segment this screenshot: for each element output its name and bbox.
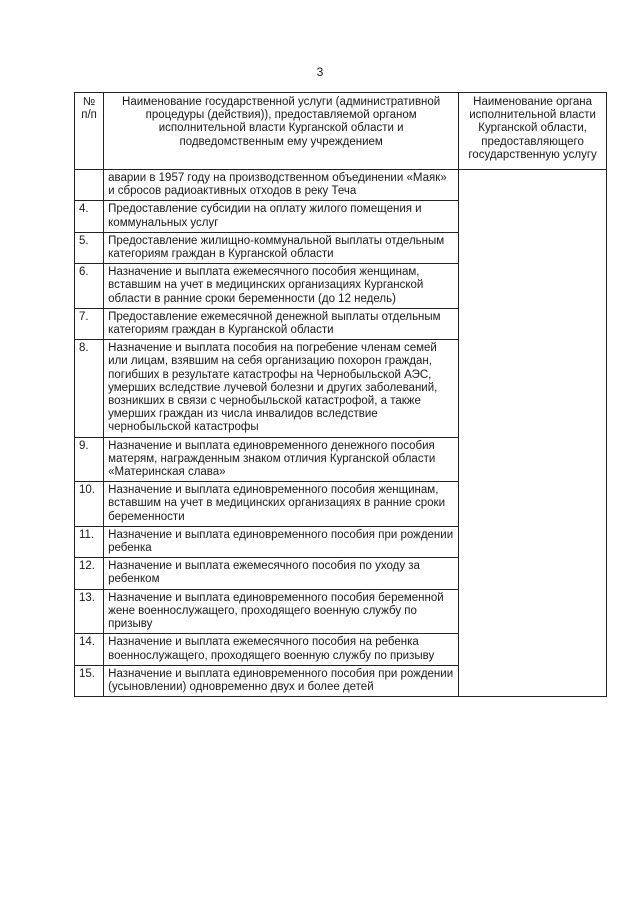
row-authority	[459, 170, 607, 697]
row-service-name: Назначение и выплата единовременного пособия при рождении (усыновлении) одновременно двух и более детей	[104, 665, 459, 696]
table-row	[75, 170, 607, 201]
row-number	[75, 170, 104, 201]
row-number: 7.	[75, 308, 104, 339]
row-number: 11.	[75, 526, 104, 557]
row-service-name: аварии в 1957 году на производственном объединении «Маяк» и сбросов радиоактивных отходов в реку Теча	[104, 170, 459, 201]
row-number: 5.	[75, 232, 104, 263]
row-service-name: Назначение и выплата ежемесячного пособия на ребенка военнослужащего, проходящего военную службу по призыву	[104, 634, 459, 665]
row-number: 12.	[75, 558, 104, 589]
row-number: 8.	[75, 340, 104, 437]
header-num: № п/п	[75, 93, 104, 170]
row-service-name: Назначение и выплата ежемесячного пособия по уходу за ребенком	[104, 558, 459, 589]
row-number: 13.	[75, 589, 104, 634]
row-service-name: Предоставление жилищно-коммунальной выплаты отдельным категориям граждан в Курганской области	[104, 232, 459, 263]
services-table	[74, 92, 607, 697]
row-service-name: Предоставление ежемесячной денежной выплаты отдельным категориям граждан в Курганской области	[104, 308, 459, 339]
row-number: 15.	[75, 665, 104, 696]
row-number: 9.	[75, 437, 104, 482]
row-number: 6.	[75, 264, 104, 309]
page-number: 3	[316, 65, 324, 79]
row-service-name: Назначение и выплата единовременного пособия женщинам, вставшим на учет в медицинских организациях в ранние сроки беременности	[104, 482, 459, 527]
row-service-name: Назначение и выплата единовременного денежного пособия матерям, награжденным знаком отличия Курганской области «Материнская слава»	[104, 437, 459, 482]
table-header-row	[75, 93, 607, 170]
row-service-name: Назначение и выплата единовременного пособия беременной жене военнослужащего, проходящего военную службу по призыву	[104, 589, 459, 634]
row-service-name: Предоставление субсидии на оплату жилого помещения и коммунальных услуг	[104, 201, 459, 232]
header-service-name: Наименование государственной услуги (административной процедуры (действия)), предоставляемой органом исполнительной власти Курганской области и подведомственным ему учреждением	[104, 93, 459, 170]
row-service-name: Назначение и выплата пособия на погребение членам семей или лицам, взявшим на себя организацию похорон граждан, погибших в результате катастрофы на Чернобыльской АЭС, умерших вследствие лучевой болезни и других заболеваний, возникших в связи с чернобыльской катастрофой, а также умерших граждан из числа инвалидов вследствие чернобыльской катастрофы	[104, 340, 459, 437]
row-number: 10.	[75, 482, 104, 527]
row-number: 4.	[75, 201, 104, 232]
header-authority: Наименование органа исполнительной власти Курганской области, предоставляющего государственную услугу	[459, 93, 607, 170]
row-service-name: Назначение и выплата ежемесячного пособия женщинам, вставшим на учет в медицинских организациях Курганской области в ранние сроки беременности (до 12 недель)	[104, 264, 459, 309]
row-service-name: Назначение и выплата единовременного пособия при рождении ребенка	[104, 526, 459, 557]
row-number: 14.	[75, 634, 104, 665]
